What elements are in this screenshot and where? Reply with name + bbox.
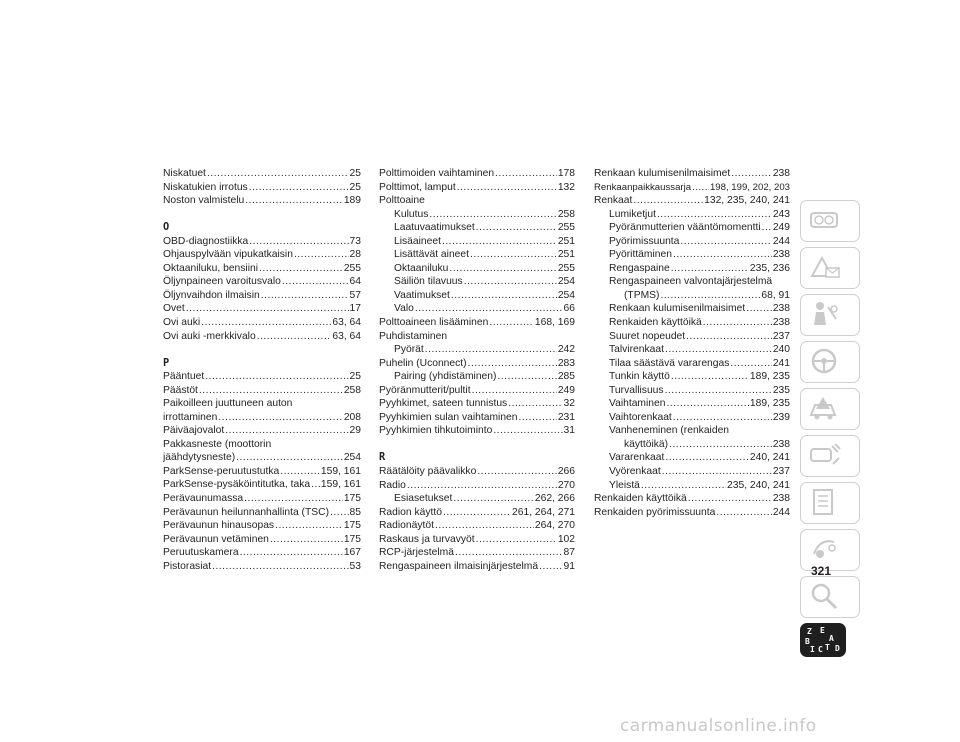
index-column-2	[379, 167, 575, 573]
index-subentry: Vyörenkaat ..... 237	[594, 465, 790, 479]
tab-search[interactable]	[800, 576, 860, 618]
multimedia-icon	[808, 534, 842, 564]
index-subentry: Laatuvaatimukset ..... 255	[379, 221, 575, 235]
index-entry-head: Polttoaine	[379, 195, 425, 207]
section-letter-o: O	[163, 221, 170, 234]
index-subentry: Valo ..... 66	[379, 302, 575, 316]
section-letter-p: P	[163, 356, 170, 369]
index-subentry: Renkaan kulumisenilmaisimet ..... 238	[594, 302, 790, 316]
index-entry: Perävaunun vetäminen ..... 175	[163, 533, 361, 547]
index-entry: Rengaspaineen ilmaisinjärjestelmä ..... 91	[379, 560, 575, 574]
tab-emergency[interactable]	[800, 388, 860, 430]
index-subentry: Oktaaniluku ..... 255	[379, 262, 575, 276]
tab-driving[interactable]	[800, 341, 860, 383]
tab-warning-lights[interactable]	[800, 247, 860, 289]
index-subentry: Tunkin käyttö ..... 189, 235	[594, 370, 790, 384]
index-entry: irrottaminen ..... 208	[163, 411, 361, 425]
index-entry: Pyyhkimien tihkutoiminto ..... 31	[379, 424, 575, 438]
index-subentry: Pyörät ..... 242	[379, 343, 575, 357]
tab-index[interactable]: Z E B A I C T D	[800, 623, 846, 657]
tab-specifications[interactable]	[800, 482, 860, 524]
index-entry: Raskaus ja turvavyöt ..... 102	[379, 533, 575, 547]
index-entry: Ovi auki ..... 63, 64	[163, 316, 361, 330]
index-entry: Renkaiden käyttöikä ..... 238	[594, 492, 790, 506]
index-subentry: Säiliön tilavuus ..... 254	[379, 275, 575, 289]
warning-envelope-icon	[808, 252, 842, 282]
index-entry: Öljynvaihdon ilmaisin ..... 57	[163, 289, 361, 303]
index-entry: Polttimoiden vaihtaminen ..... 178	[379, 167, 575, 181]
index-entry-head: Rengaspaineen valvontajärjestelmä	[609, 276, 773, 288]
index-entry: Öljynpaineen varoitusvalo ..... 64	[163, 275, 361, 289]
index-entry: Ovet ..... 17	[163, 302, 361, 316]
index-entry: RCP-järjestelmä ..... 87	[379, 546, 575, 560]
index-subentry: Suuret nopeudet ..... 237	[594, 330, 790, 344]
index-entry: Pyyhkimien sulan vaihtaminen ..... 231	[379, 411, 575, 425]
index-entry: Renkaiden pyörimissuunta ..... 244	[594, 506, 790, 520]
index-column-1	[163, 167, 361, 573]
index-entry: Renkaan kulumisenilmaisimet ..... 238	[594, 167, 790, 181]
index-entry: Radio ..... 270	[379, 479, 575, 493]
index-entry: Päiväajovalot ..... 29	[163, 424, 361, 438]
specifications-icon	[808, 487, 842, 517]
index-entry: Polttoaineen lisääminen ..... 168, 169	[379, 316, 575, 330]
index-entry: Renkaanpaikkaussarja ..... 198, 199, 202, 203	[594, 181, 790, 195]
index-entry: Räätälöity päävalikko ..... 266	[379, 465, 575, 479]
index-entry: Päästöt ..... 258	[163, 384, 361, 398]
index-entry-head: Paikoilleen juuttuneen auton	[163, 398, 293, 410]
index-subentry: (TPMS) ..... 68, 91	[594, 289, 790, 303]
car-dashboard-icon	[808, 205, 842, 235]
seatbelt-safety-icon	[808, 299, 842, 329]
index-entry-head: Pakkasneste (moottorin	[163, 438, 272, 450]
index-entry: Niskatuet ..... 25	[163, 167, 361, 181]
tab-safety[interactable]	[800, 294, 860, 336]
index-subentry: Pyörimissuunta ..... 244	[594, 235, 790, 249]
tab-service[interactable]	[800, 435, 860, 477]
index-subentry: Yleistä ..... 235, 240, 241	[594, 479, 790, 493]
car-service-icon	[808, 440, 842, 470]
index-entry: Niskatukien irrotus ..... 25	[163, 181, 361, 195]
watermark: carmanualsonline.info	[620, 716, 817, 736]
index-entry: Polttimot, lamput ..... 132	[379, 181, 575, 195]
index-entry: Renkaat ..... 132, 235, 240, 241	[594, 194, 790, 208]
index-subentry: Rengaspaine ..... 235, 236	[594, 262, 790, 276]
index-entry: jäähdytysneste) ..... 254	[163, 451, 361, 465]
chapter-tabs	[800, 200, 860, 662]
index-subentry: Pairing (yhdistäminen) ..... 285	[379, 370, 575, 384]
roadside-assistance-icon	[808, 393, 842, 423]
index-subentry: Lisättävät aineet ..... 251	[379, 248, 575, 262]
index-entry: Ohjauspylvään vipukatkaisin ..... 28	[163, 248, 361, 262]
index-subentry: Vaatimukset ..... 254	[379, 289, 575, 303]
search-magnifier-icon	[808, 581, 842, 611]
index-entry: Pistorasiat ..... 53	[163, 560, 361, 574]
index-subentry: Kulutus ..... 258	[379, 208, 575, 222]
steering-wheel-icon	[808, 346, 842, 376]
index-entry: Peruutuskamera ..... 167	[163, 546, 361, 560]
index-entry: Pyyhkimet, sateen tunnistus ..... 32	[379, 397, 575, 411]
index-subentry: Lisäaineet ..... 251	[379, 235, 575, 249]
index-subentry: käyttöikä) ..... 238	[594, 438, 790, 452]
index-subentry: Lumiketjut ..... 243	[594, 208, 790, 222]
index-entry: Perävaunun heilunnanhallinta (TSC) ..... 85	[163, 506, 361, 520]
index-subentry: Pyörittäminen ..... 238	[594, 248, 790, 262]
index-subentry: Vaihtaminen ..... 189, 235	[594, 397, 790, 411]
index-entry-head: Puhdistaminen	[379, 330, 448, 342]
index-entry: Pyöränmutterit/pultit ..... 249	[379, 384, 575, 398]
index-subentry: Talvirenkaat ..... 240	[594, 343, 790, 357]
index-subentry: Vararenkaat ..... 240, 241	[594, 451, 790, 465]
index-entry-head: Vanheneminen (renkaiden	[609, 425, 730, 437]
index-subentry: Renkaiden käyttöikä ..... 238	[594, 316, 790, 330]
section-letter-r: R	[379, 451, 386, 464]
index-entry: Noston valmistelu ..... 189	[163, 194, 361, 208]
index-entry: Perävaunun hinausopas ..... 175	[163, 519, 361, 533]
index-entry: OBD-diagnostiikka ..... 73	[163, 235, 361, 249]
index-subentry: Turvallisuus ..... 235	[594, 384, 790, 398]
index-subentry: Pyöränmutterien vääntömomentti ..... 249	[594, 221, 790, 235]
index-subentry: Esiasetukset ..... 262, 266	[379, 492, 575, 506]
index-entry: ParkSense-pysäköintitutka, taka ..... 159, 161	[163, 478, 361, 492]
index-entry: ParkSense-peruutustutka ..... 159, 161	[163, 465, 361, 479]
index-entry: Puhelin (Uconnect) ..... 283	[379, 357, 575, 371]
tab-car-dashboard[interactable]	[800, 200, 860, 242]
index-entry: Radion käyttö ..... 261, 264, 271	[379, 506, 575, 520]
index-entry: Pääntuet ..... 25	[163, 370, 361, 384]
page-number: 321	[810, 564, 832, 578]
index-entry: Radionäytöt ..... 264, 270	[379, 519, 575, 533]
index-entry: Perävaunumassa ..... 175	[163, 492, 361, 506]
index-column-3	[594, 167, 790, 519]
index-subentry: Tilaa säästävä vararengas ..... 241	[594, 357, 790, 371]
index-entry: Ovi auki -merkkivalo ..... 63, 64	[163, 330, 361, 344]
index-entry: Oktaaniluku, bensiini ..... 255	[163, 262, 361, 276]
index-subentry: Vaihtorenkaat ..... 239	[594, 411, 790, 425]
